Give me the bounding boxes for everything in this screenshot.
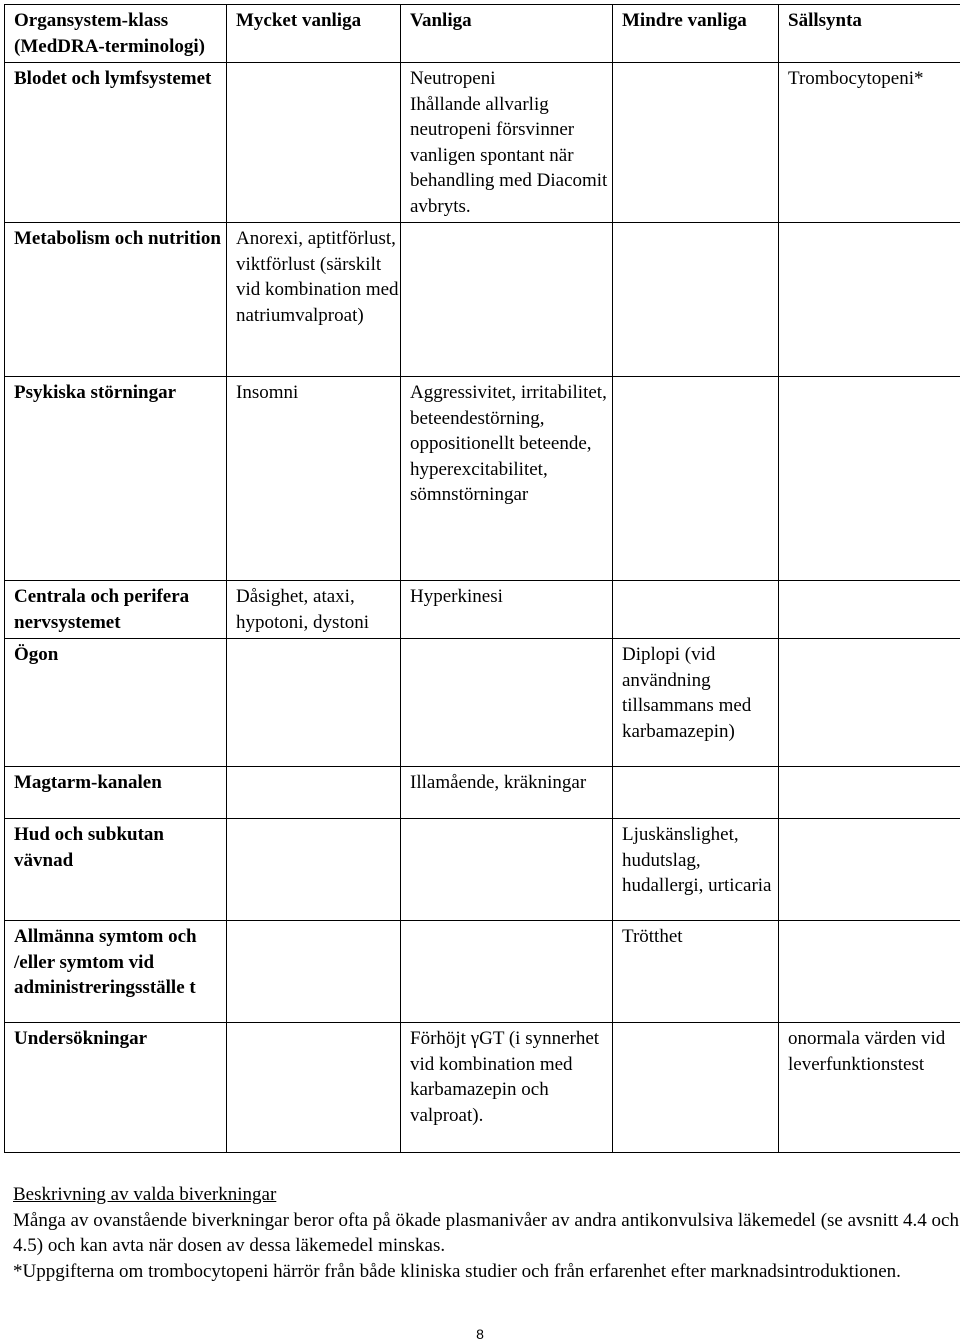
uncommon-cell: Ljuskänslighet, hudutslag, hudallergi, urticaria (613, 819, 779, 921)
uncommon-cell (613, 377, 779, 581)
table-header-row (5, 5, 960, 63)
common-cell: Aggressivitet, irritabilitet, beteendestörning, oppositionellt beteende, hyperexcitabilitet, sömnstörningar (401, 377, 613, 581)
rare-cell (779, 377, 960, 581)
common-cell: Neutropeni Ihållande allvarlig neutropeni försvinner vanligen spontant när behandling med Diacomit avbryts. (401, 63, 613, 223)
rare-cell (779, 767, 960, 819)
organ-class-cell: Centrala och perifera nervsystemet (5, 581, 227, 639)
very-common-cell: Dåsighet, ataxi, hypotoni, dystoni (227, 581, 401, 639)
table-row (5, 819, 960, 921)
common-cell: Hyperkinesi (401, 581, 613, 639)
very-common-cell: Anorexi, aptitförlust, viktförlust (särskilt vid kombination med natriumvalproat) (227, 223, 401, 377)
uncommon-cell: Diplopi (vid användning tillsammans med karbamazepin) (613, 639, 779, 767)
notes-section (13, 1182, 960, 1284)
organ-class-cell: Metabolism och nutrition (5, 223, 227, 377)
common-cell (401, 639, 613, 767)
table-row (5, 639, 960, 767)
uncommon-cell (613, 1023, 779, 1153)
very-common-cell (227, 639, 401, 767)
very-common-cell (227, 1023, 401, 1153)
table-row (5, 921, 960, 1023)
uncommon-cell: Trötthet (613, 921, 779, 1023)
rare-cell (779, 581, 960, 639)
page-number: 8 (476, 1326, 484, 1342)
organ-class-cell: Blodet och lymfsystemet (5, 63, 227, 223)
table-row (5, 223, 960, 377)
rare-cell (779, 639, 960, 767)
footnote-paragraph: *Uppgifterna om trombocytopeni härrör från både kliniska studier och från erfarenhet efter marknadsintroduktionen. (13, 1260, 901, 1282)
rare-cell: Trombocytopeni* (779, 63, 960, 223)
adverse-reactions-table (4, 4, 960, 1153)
header-uncommon: Mindre vanliga (613, 5, 779, 63)
common-cell: Illamående, kräkningar (401, 767, 613, 819)
organ-class-cell: Allmänna symtom och /eller symtom vid administreringsställe t (5, 921, 227, 1023)
organ-class-cell: Psykiska störningar (5, 377, 227, 581)
table-row (5, 1023, 960, 1153)
table-row (5, 63, 960, 223)
organ-class-cell: Ögon (5, 639, 227, 767)
organ-class-cell: Magtarm-kanalen (5, 767, 227, 819)
organ-class-cell: Undersökningar (5, 1023, 227, 1153)
uncommon-cell (613, 581, 779, 639)
common-cell (401, 223, 613, 377)
header-common: Vanliga (401, 5, 613, 63)
uncommon-cell (613, 63, 779, 223)
table-row (5, 581, 960, 639)
rare-cell (779, 921, 960, 1023)
notes-paragraph: Många av ovanstående biverkningar beror ofta på ökade plasmanivåer av andra antikonvulsiva läkemedel (se avsnitt 4.4 och 4.5) och kan avta när dosen av dessa läkemedel minskas. (13, 1209, 959, 1257)
table-row (5, 377, 960, 581)
common-cell: Förhöjt γGT (i synnerhet vid kombination med karbamazepin och valproat). (401, 1023, 613, 1153)
uncommon-cell (613, 223, 779, 377)
very-common-cell (227, 63, 401, 223)
header-rare: Sällsynta (779, 5, 960, 63)
table-row (5, 767, 960, 819)
organ-class-cell: Hud och subkutan vävnad (5, 819, 227, 921)
header-very-common: Mycket vanliga (227, 5, 401, 63)
common-cell (401, 819, 613, 921)
header-organ-class: Organsystem-klass (MedDRA-terminologi) (5, 5, 227, 63)
very-common-cell (227, 819, 401, 921)
notes-heading: Beskrivning av valda biverkningar (13, 1184, 277, 1205)
common-cell (401, 921, 613, 1023)
very-common-cell: Insomni (227, 377, 401, 581)
very-common-cell (227, 767, 401, 819)
rare-cell (779, 819, 960, 921)
rare-cell (779, 223, 960, 377)
rare-cell: onormala värden vid leverfunktionstest (779, 1023, 960, 1153)
very-common-cell (227, 921, 401, 1023)
uncommon-cell (613, 767, 779, 819)
